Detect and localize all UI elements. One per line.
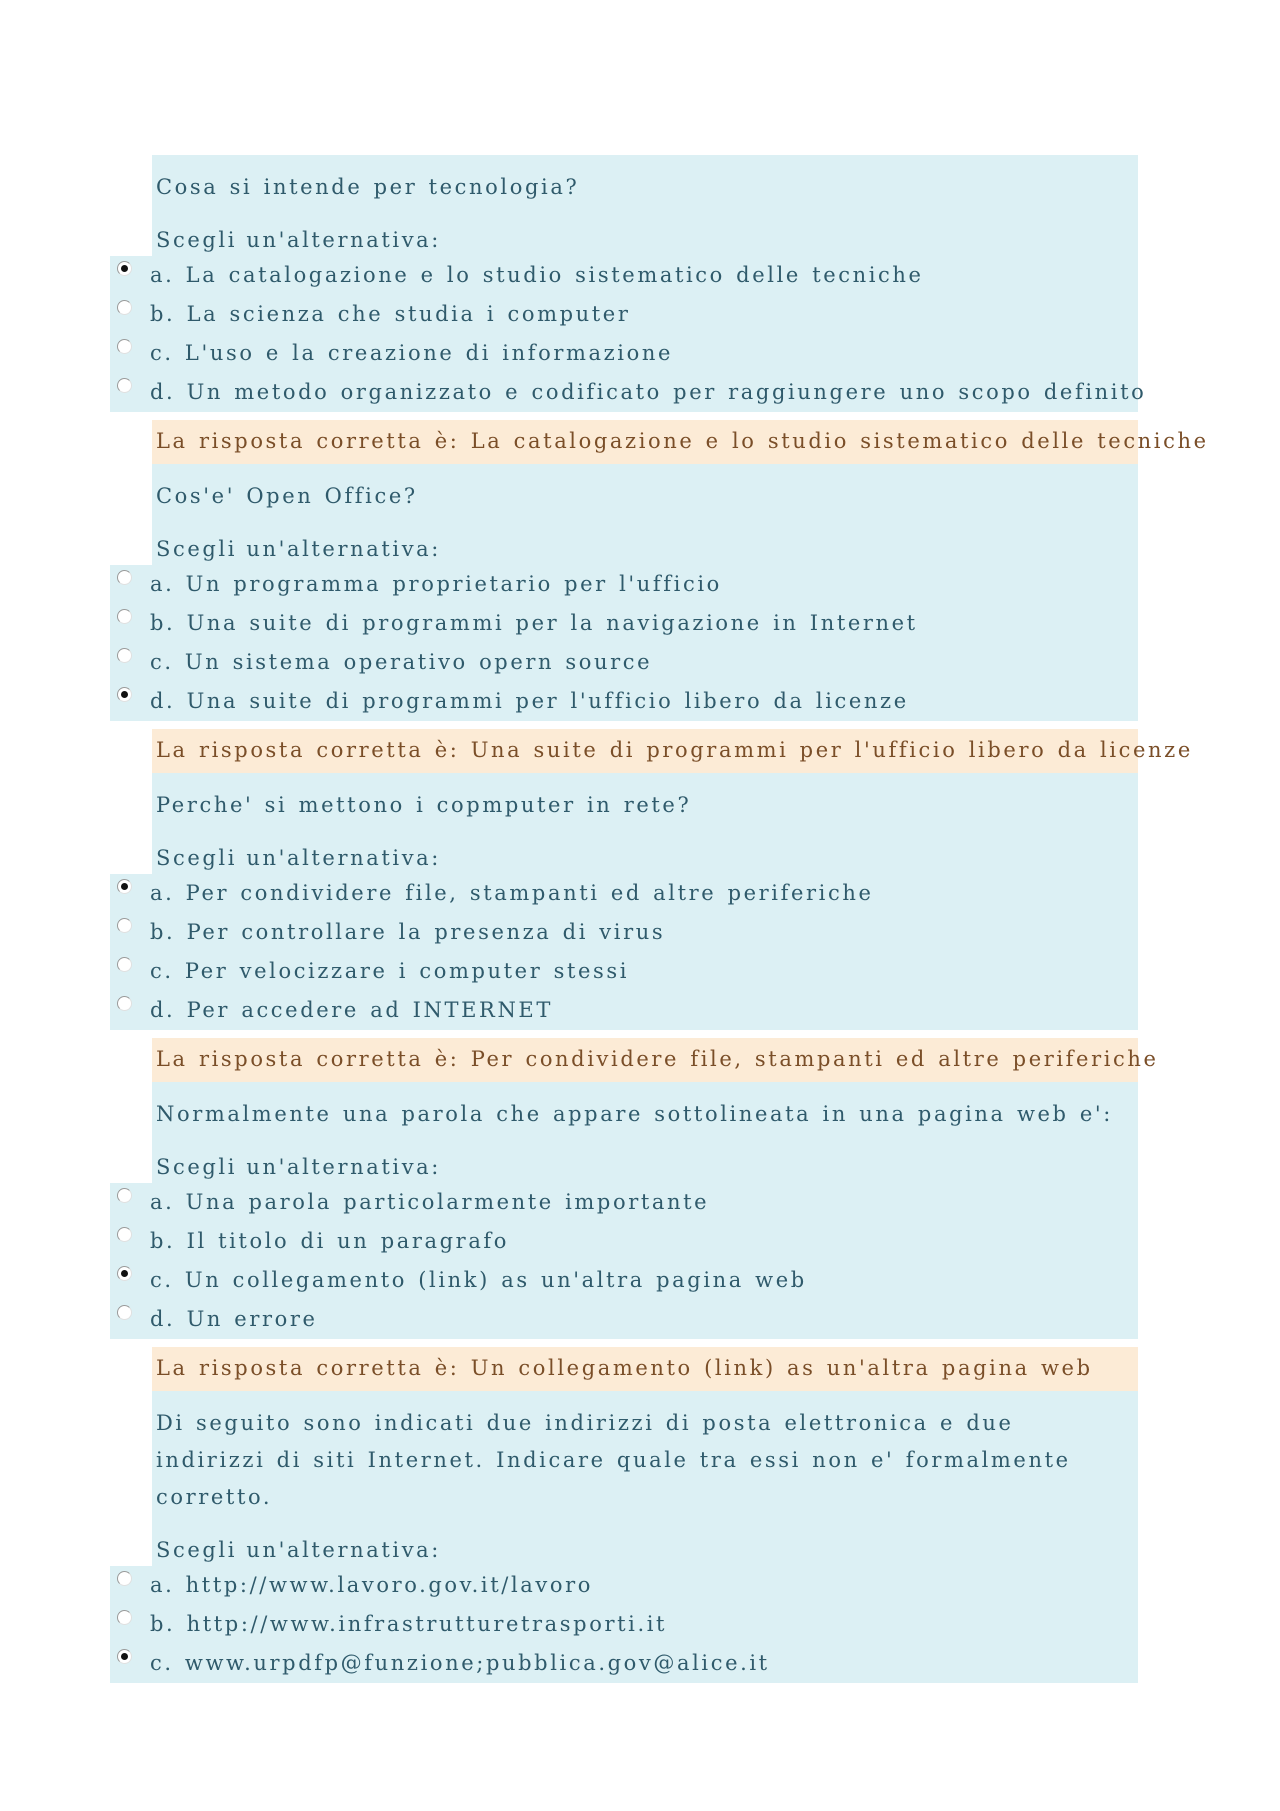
- answer-option[interactable]: [110, 682, 1138, 721]
- radio-checked-icon[interactable]: [117, 687, 132, 702]
- radio-unchecked-icon[interactable]: [117, 1305, 132, 1320]
- answer-option[interactable]: [110, 565, 1138, 604]
- radio-unchecked-icon[interactable]: [117, 378, 132, 393]
- answer-option[interactable]: [110, 1566, 1138, 1605]
- answer-option-label: c. Per velocizzare i computer stessi: [150, 959, 630, 983]
- answer-prompt: Scegli un'alternativa:: [152, 1147, 1138, 1183]
- answer-option[interactable]: [110, 1261, 1138, 1300]
- radio-unchecked-icon[interactable]: [117, 609, 132, 624]
- answer-option[interactable]: [110, 334, 1138, 373]
- question-block: [110, 464, 1193, 784]
- question-text: Cosa si intende per tecnologia?: [152, 155, 1138, 220]
- radio-unchecked-icon[interactable]: [117, 918, 132, 933]
- answer-option[interactable]: [110, 256, 1138, 295]
- radio-checked-icon[interactable]: [117, 261, 132, 276]
- answer-option-label: a. Un programma proprietario per l'ufficio: [150, 572, 722, 596]
- question-block: [110, 773, 1159, 1093]
- answer-option-label: d. Un errore: [150, 1307, 318, 1331]
- radio-unchecked-icon[interactable]: [117, 996, 132, 1011]
- question-text: Normalmente una parola che appare sottolineata in una pagina web e':: [152, 1082, 1138, 1147]
- answer-prompt: Scegli un'alternativa:: [152, 220, 1138, 256]
- answer-option[interactable]: [110, 952, 1138, 991]
- answer-option-label: a. Una parola particolarmente importante: [150, 1190, 710, 1214]
- answer-option-label: a. http://www.lavoro.gov.it/lavoro: [150, 1573, 593, 1597]
- answer-option-label: c. Un collegamento (link) as un'altra pagina web: [150, 1268, 807, 1292]
- question-block: [110, 1082, 1138, 1402]
- radio-checked-icon[interactable]: [117, 879, 132, 894]
- radio-unchecked-icon[interactable]: [117, 1188, 132, 1203]
- answer-option-label: c. L'uso e la creazione di informazione: [150, 341, 674, 365]
- answer-option-label: b. Per controllare la presenza di virus: [150, 920, 666, 944]
- answer-option[interactable]: [110, 643, 1138, 682]
- answer-option-label: d. Una suite di programmi per l'ufficio libero da licenze: [150, 689, 909, 713]
- answer-option[interactable]: [110, 295, 1138, 334]
- answer-option[interactable]: [110, 1605, 1138, 1644]
- correct-answer-feedback: La risposta corretta è: Una suite di programmi per l'ufficio libero da licenze: [152, 729, 1138, 784]
- radio-unchecked-icon[interactable]: [117, 1610, 132, 1625]
- question-text: Perche' si mettono i copmputer in rete?: [152, 773, 1138, 838]
- radio-unchecked-icon[interactable]: [117, 570, 132, 585]
- answer-option-label: a. La catalogazione e lo studio sistematico delle tecniche: [150, 263, 924, 287]
- correct-answer-feedback: La risposta corretta è: Un collegamento (link) as un'altra pagina web: [152, 1347, 1138, 1402]
- answer-option[interactable]: [110, 1300, 1138, 1339]
- answer-option[interactable]: [110, 373, 1147, 412]
- answer-prompt: Scegli un'alternativa:: [152, 529, 1138, 565]
- question-text: Di seguito sono indicati due indirizzi di posta elettronica e due indirizzi di siti Internet. Indicare quale tra essi non e' formalmente corretto.: [152, 1391, 1138, 1530]
- radio-unchecked-icon[interactable]: [117, 1227, 132, 1242]
- answer-option-label: b. La scienza che studia i computer: [150, 302, 631, 326]
- answer-option-label: d. Per accedere ad INTERNET: [150, 998, 553, 1022]
- answer-option[interactable]: [110, 1222, 1138, 1261]
- answer-option-label: b. Una suite di programmi per la navigazione in Internet: [150, 611, 918, 635]
- answer-option-label: b. Il titolo di un paragrafo: [150, 1229, 510, 1253]
- correct-answer-feedback: La risposta corretta è: La catalogazione e lo studio sistematico delle tecniche: [152, 420, 1138, 475]
- question-block: [110, 1391, 1138, 1683]
- answer-option-label: d. Un metodo organizzato e codificato per raggiungere uno scopo definito: [150, 380, 1147, 404]
- radio-unchecked-icon[interactable]: [117, 339, 132, 354]
- answer-prompt: Scegli un'alternativa:: [152, 838, 1138, 874]
- answer-option-label: c. Un sistema operativo opern source: [150, 650, 653, 674]
- question-text: Cos'e' Open Office?: [152, 464, 1138, 529]
- radio-checked-icon[interactable]: [117, 1649, 132, 1664]
- answer-option[interactable]: [110, 991, 1138, 1030]
- answer-option[interactable]: [110, 874, 1138, 913]
- radio-unchecked-icon[interactable]: [117, 957, 132, 972]
- answer-option-label: c. www.urpdfp@funzione;pubblica.gov@alice.it: [150, 1651, 770, 1675]
- answer-option[interactable]: [110, 1644, 1138, 1683]
- question-block: [110, 155, 1209, 475]
- correct-answer-feedback: La risposta corretta è: Per condividere file, stampanti ed altre periferiche: [152, 1038, 1138, 1093]
- answer-option[interactable]: [110, 604, 1138, 643]
- answer-option-label: b. http://www.infrastrutturetrasporti.it: [150, 1612, 668, 1636]
- answer-prompt: Scegli un'alternativa:: [152, 1530, 1138, 1566]
- radio-checked-icon[interactable]: [117, 1266, 132, 1281]
- radio-unchecked-icon[interactable]: [117, 300, 132, 315]
- answer-option-label: a. Per condividere file, stampanti ed altre periferiche: [150, 881, 874, 905]
- answer-option[interactable]: [110, 913, 1138, 952]
- answer-option[interactable]: [110, 1183, 1138, 1222]
- radio-unchecked-icon[interactable]: [117, 648, 132, 663]
- radio-unchecked-icon[interactable]: [117, 1571, 132, 1586]
